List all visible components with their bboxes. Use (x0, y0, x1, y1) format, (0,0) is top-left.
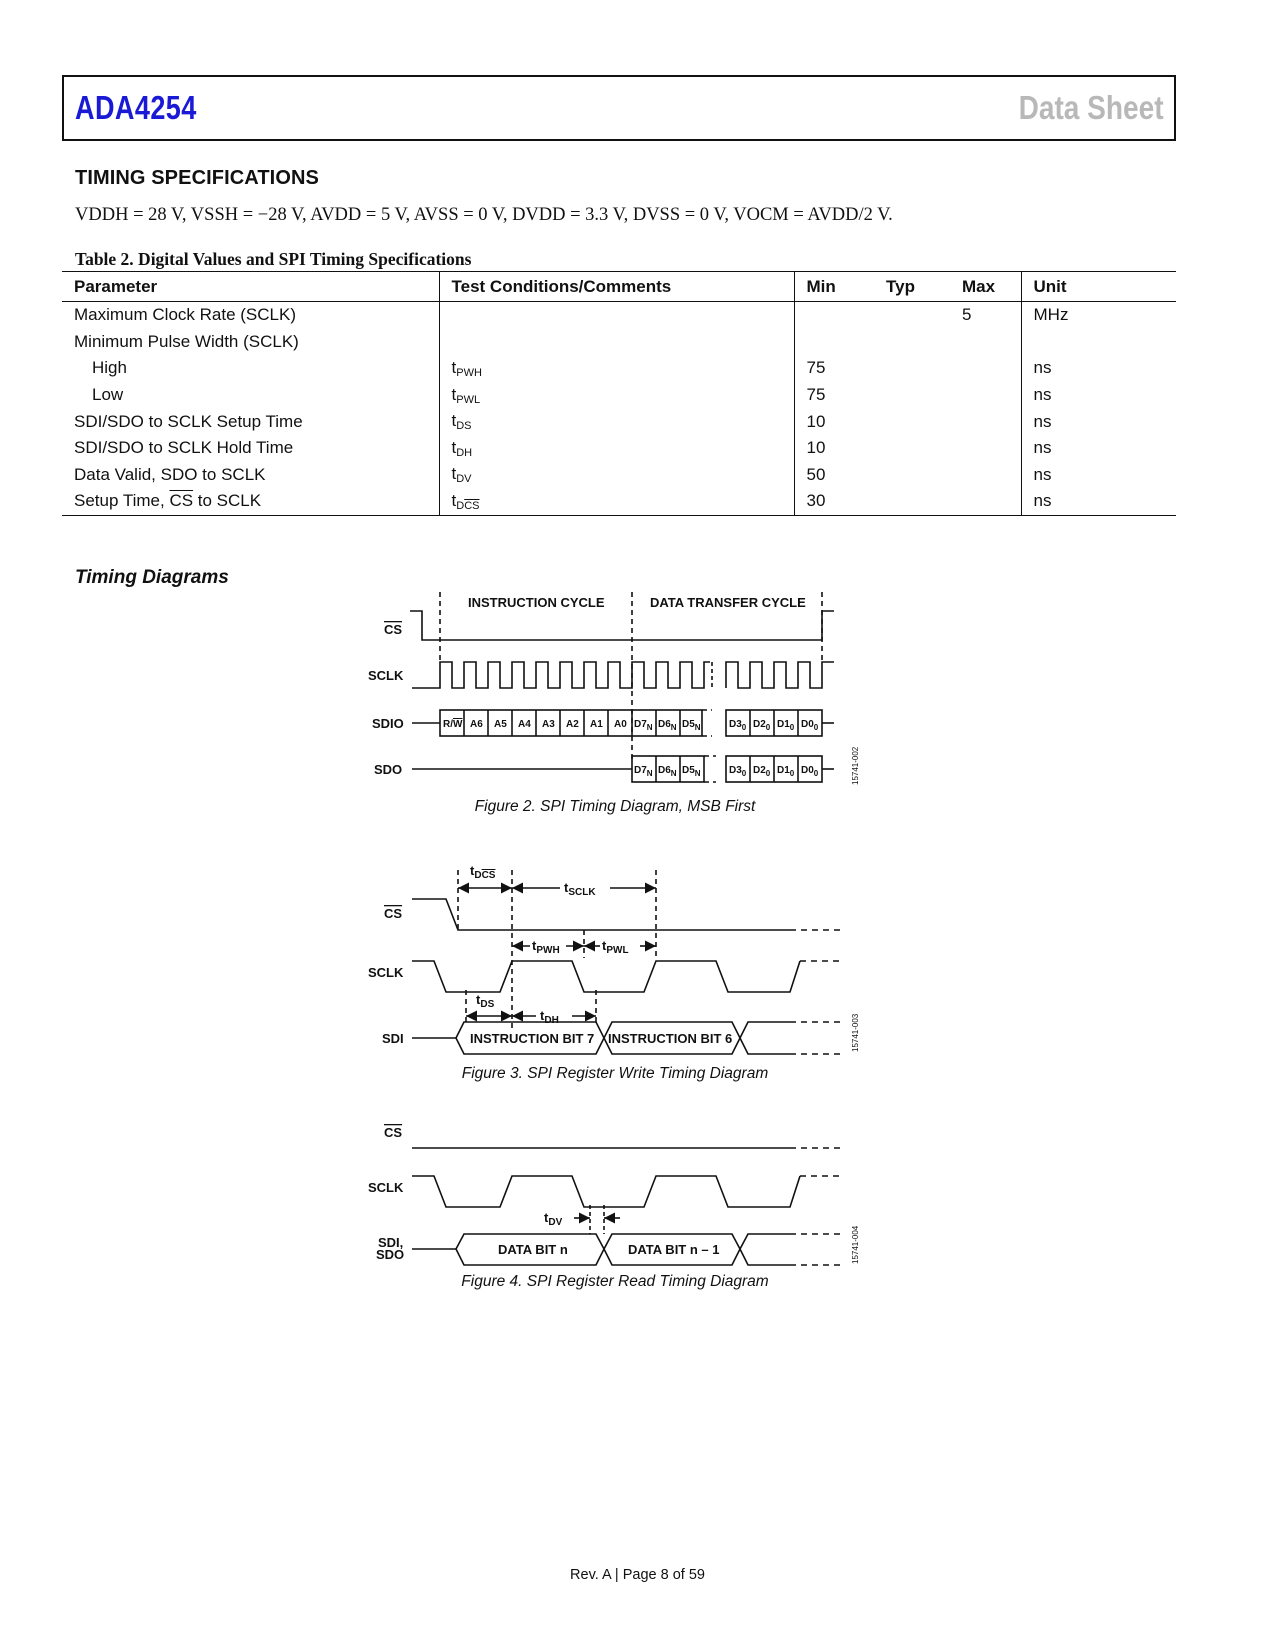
col-header-parameter: Parameter (62, 272, 439, 302)
cs-signal-label: CS (384, 622, 403, 637)
cell-parameter: High (62, 355, 439, 382)
cell-unit: ns (1033, 464, 1052, 484)
cell-conditions: $t_{D\overline{CS}}$ (439, 488, 794, 515)
col-header-max: Max (950, 272, 1021, 302)
instruction-bit-7-label: INSTRUCTION BIT 7 (470, 1031, 595, 1046)
bit-label: $D2_0$ (753, 765, 771, 778)
figure-2-spi-timing (410, 592, 834, 782)
col-header-unit: Unit (1021, 272, 1176, 302)
sdi-signal-label: SDI, (378, 1235, 404, 1250)
cell-unit: ns (1021, 488, 1176, 515)
cell-parameter: Setup Time, $\overline{CS}$ to SCLK (62, 488, 439, 515)
bit-label: $D2_0$ (753, 719, 771, 732)
cell-unit: ns (1033, 411, 1052, 431)
t-dcs-label: $t_DCS$ (470, 863, 496, 881)
instruction-bit-6-label: INSTRUCTION BIT 6 (608, 1031, 733, 1046)
bit-label: A4 (518, 719, 531, 730)
sclk-waveform-tail (726, 662, 834, 688)
sclk-waveform (412, 961, 800, 992)
cell-min: 75 (806, 358, 826, 378)
cs-waveform (410, 611, 834, 640)
bit-label: A0 (614, 719, 627, 730)
sdi-signal-label: SDI (382, 1031, 404, 1046)
document-type: Data Sheet (1019, 89, 1164, 126)
cell-min: 30 (794, 488, 874, 515)
sclk-waveform (412, 662, 710, 688)
col-header-conditions: Test Conditions/Comments (439, 272, 794, 302)
sdio-signal-label: SDIO (372, 716, 404, 731)
figure-2-caption: Figure 2. SPI Timing Diagram, MSB First (474, 798, 756, 815)
col-header-typ: Typ (874, 272, 950, 302)
sclk-signal-label: SCLK (368, 668, 404, 683)
t-sclk-label: $t_{SCLK}$ (564, 880, 596, 898)
data-transfer-cycle-label: DATA TRANSFER CYCLE (650, 595, 806, 610)
cell-unit: ns (1033, 385, 1052, 405)
cell-parameter: SDI/SDO to SCLK Hold Time (62, 435, 439, 462)
figure-3-caption: Figure 3. SPI Register Write Timing Diagram (461, 1065, 769, 1082)
t-pwl-label: $t_{PWL}$ (602, 938, 629, 956)
cs-signal-label: CS (384, 906, 403, 921)
bit-label: $D7_N$ (634, 719, 653, 732)
figure-code: 15741-004 (851, 1225, 860, 1264)
figure-code: 15741-002 (851, 746, 860, 785)
col-header-min: Min (794, 272, 874, 302)
cell-unit: ns (1033, 358, 1052, 378)
bit-label: $D3_0$ (729, 765, 747, 778)
data-bit-n-1-label: DATA BIT n – 1 (628, 1242, 720, 1257)
bit-label: $D1_0$ (777, 719, 795, 732)
bit-label: $D6_N$ (658, 719, 677, 732)
page-footer: Rev. A | Page 8 of 59 (570, 1567, 705, 1583)
sclk-signal-label: SCLK (368, 1180, 404, 1195)
bit-label: A1 (590, 719, 603, 730)
cell-parameter: Data Valid, SDO to SCLK (62, 462, 439, 489)
rw-bit-label: R/W (443, 719, 463, 730)
cell-parameter: Minimum Pulse Width (SCLK) (62, 329, 439, 356)
timing-diagrams-heading: Timing Diagrams (75, 567, 229, 588)
cell-conditions: $t_{DH}$ (439, 435, 794, 462)
cell-min: 75 (806, 385, 826, 405)
sdo-signal-label: SDO (376, 1247, 405, 1262)
t-dh-label: $t_{DH}$ (540, 1008, 559, 1026)
sclk-signal-label: SCLK (368, 965, 404, 980)
cell-min: 10 (806, 438, 826, 458)
bit-label: $D5_N$ (682, 765, 701, 778)
cell-conditions: $t_{DS}$ (439, 408, 794, 435)
cell-parameter: Low (62, 382, 439, 409)
cell-conditions: $t_{DV}$ (439, 462, 794, 489)
instruction-cycle-label: INSTRUCTION CYCLE (468, 595, 605, 610)
sclk-waveform (412, 1176, 800, 1207)
bit-label: $D0_0$ (801, 719, 819, 732)
bit-label: A6 (470, 719, 483, 730)
cell-max: 5 (950, 302, 1021, 329)
cell-min: 10 (806, 411, 826, 431)
section-title: TIMING SPECIFICATIONS (75, 167, 319, 189)
cell-unit: ns (1033, 438, 1052, 458)
bit-label: A3 (542, 719, 555, 730)
product-name[interactable]: ADA4254 (75, 89, 197, 126)
operating-conditions: VDDH = 28 V, VSSH = −28 V, AVDD = 5 V, AVSS = 0 V, DVDD = 3.3 V, DVSS = 0 V, VOCM = AVDD/2 V. (75, 205, 893, 225)
bit-label: $D0_0$ (801, 765, 819, 778)
sdio-bit-dividers (464, 710, 798, 736)
t-ds-label: $t_{DS}$ (476, 992, 495, 1010)
figure-4-caption: Figure 4. SPI Register Read Timing Diagram (461, 1273, 769, 1290)
figure-code: 15741-003 (851, 1013, 860, 1052)
bit-label: $D3_0$ (729, 719, 747, 732)
cell-conditions: $t_{PWL}$ (439, 382, 794, 409)
cell-min: 50 (806, 464, 826, 484)
bit-label: $D6_N$ (658, 765, 677, 778)
cell-unit: MHz (1033, 305, 1069, 325)
cell-conditions: $t_{PWH}$ (439, 355, 794, 382)
t-dv-label: $t_{DV}$ (544, 1210, 563, 1228)
bit-label: $D7_N$ (634, 765, 653, 778)
cs-signal-label: CS (384, 1125, 403, 1140)
figure-3-write-timing (412, 870, 840, 1054)
sdo-signal-label: SDO (374, 762, 403, 777)
bit-label: $D5_N$ (682, 719, 701, 732)
figure-2-labels (368, 595, 806, 777)
data-bit-n-label: DATA BIT n (498, 1242, 568, 1257)
t-pwh-label: $t_{PWH}$ (532, 938, 560, 956)
bit-label: A2 (566, 719, 579, 730)
cell-parameter: SDI/SDO to SCLK Setup Time (62, 408, 439, 435)
bit-label: $D1_0$ (777, 765, 795, 778)
cell-parameter: Maximum Clock Rate (SCLK) (62, 302, 439, 329)
cs-waveform (412, 899, 790, 930)
figure-4-read-timing (412, 1148, 840, 1265)
figure-3-labels (368, 863, 860, 1052)
bit-label: A5 (494, 719, 507, 730)
table-caption: Table 2. Digital Values and SPI Timing Specifications (75, 249, 472, 269)
